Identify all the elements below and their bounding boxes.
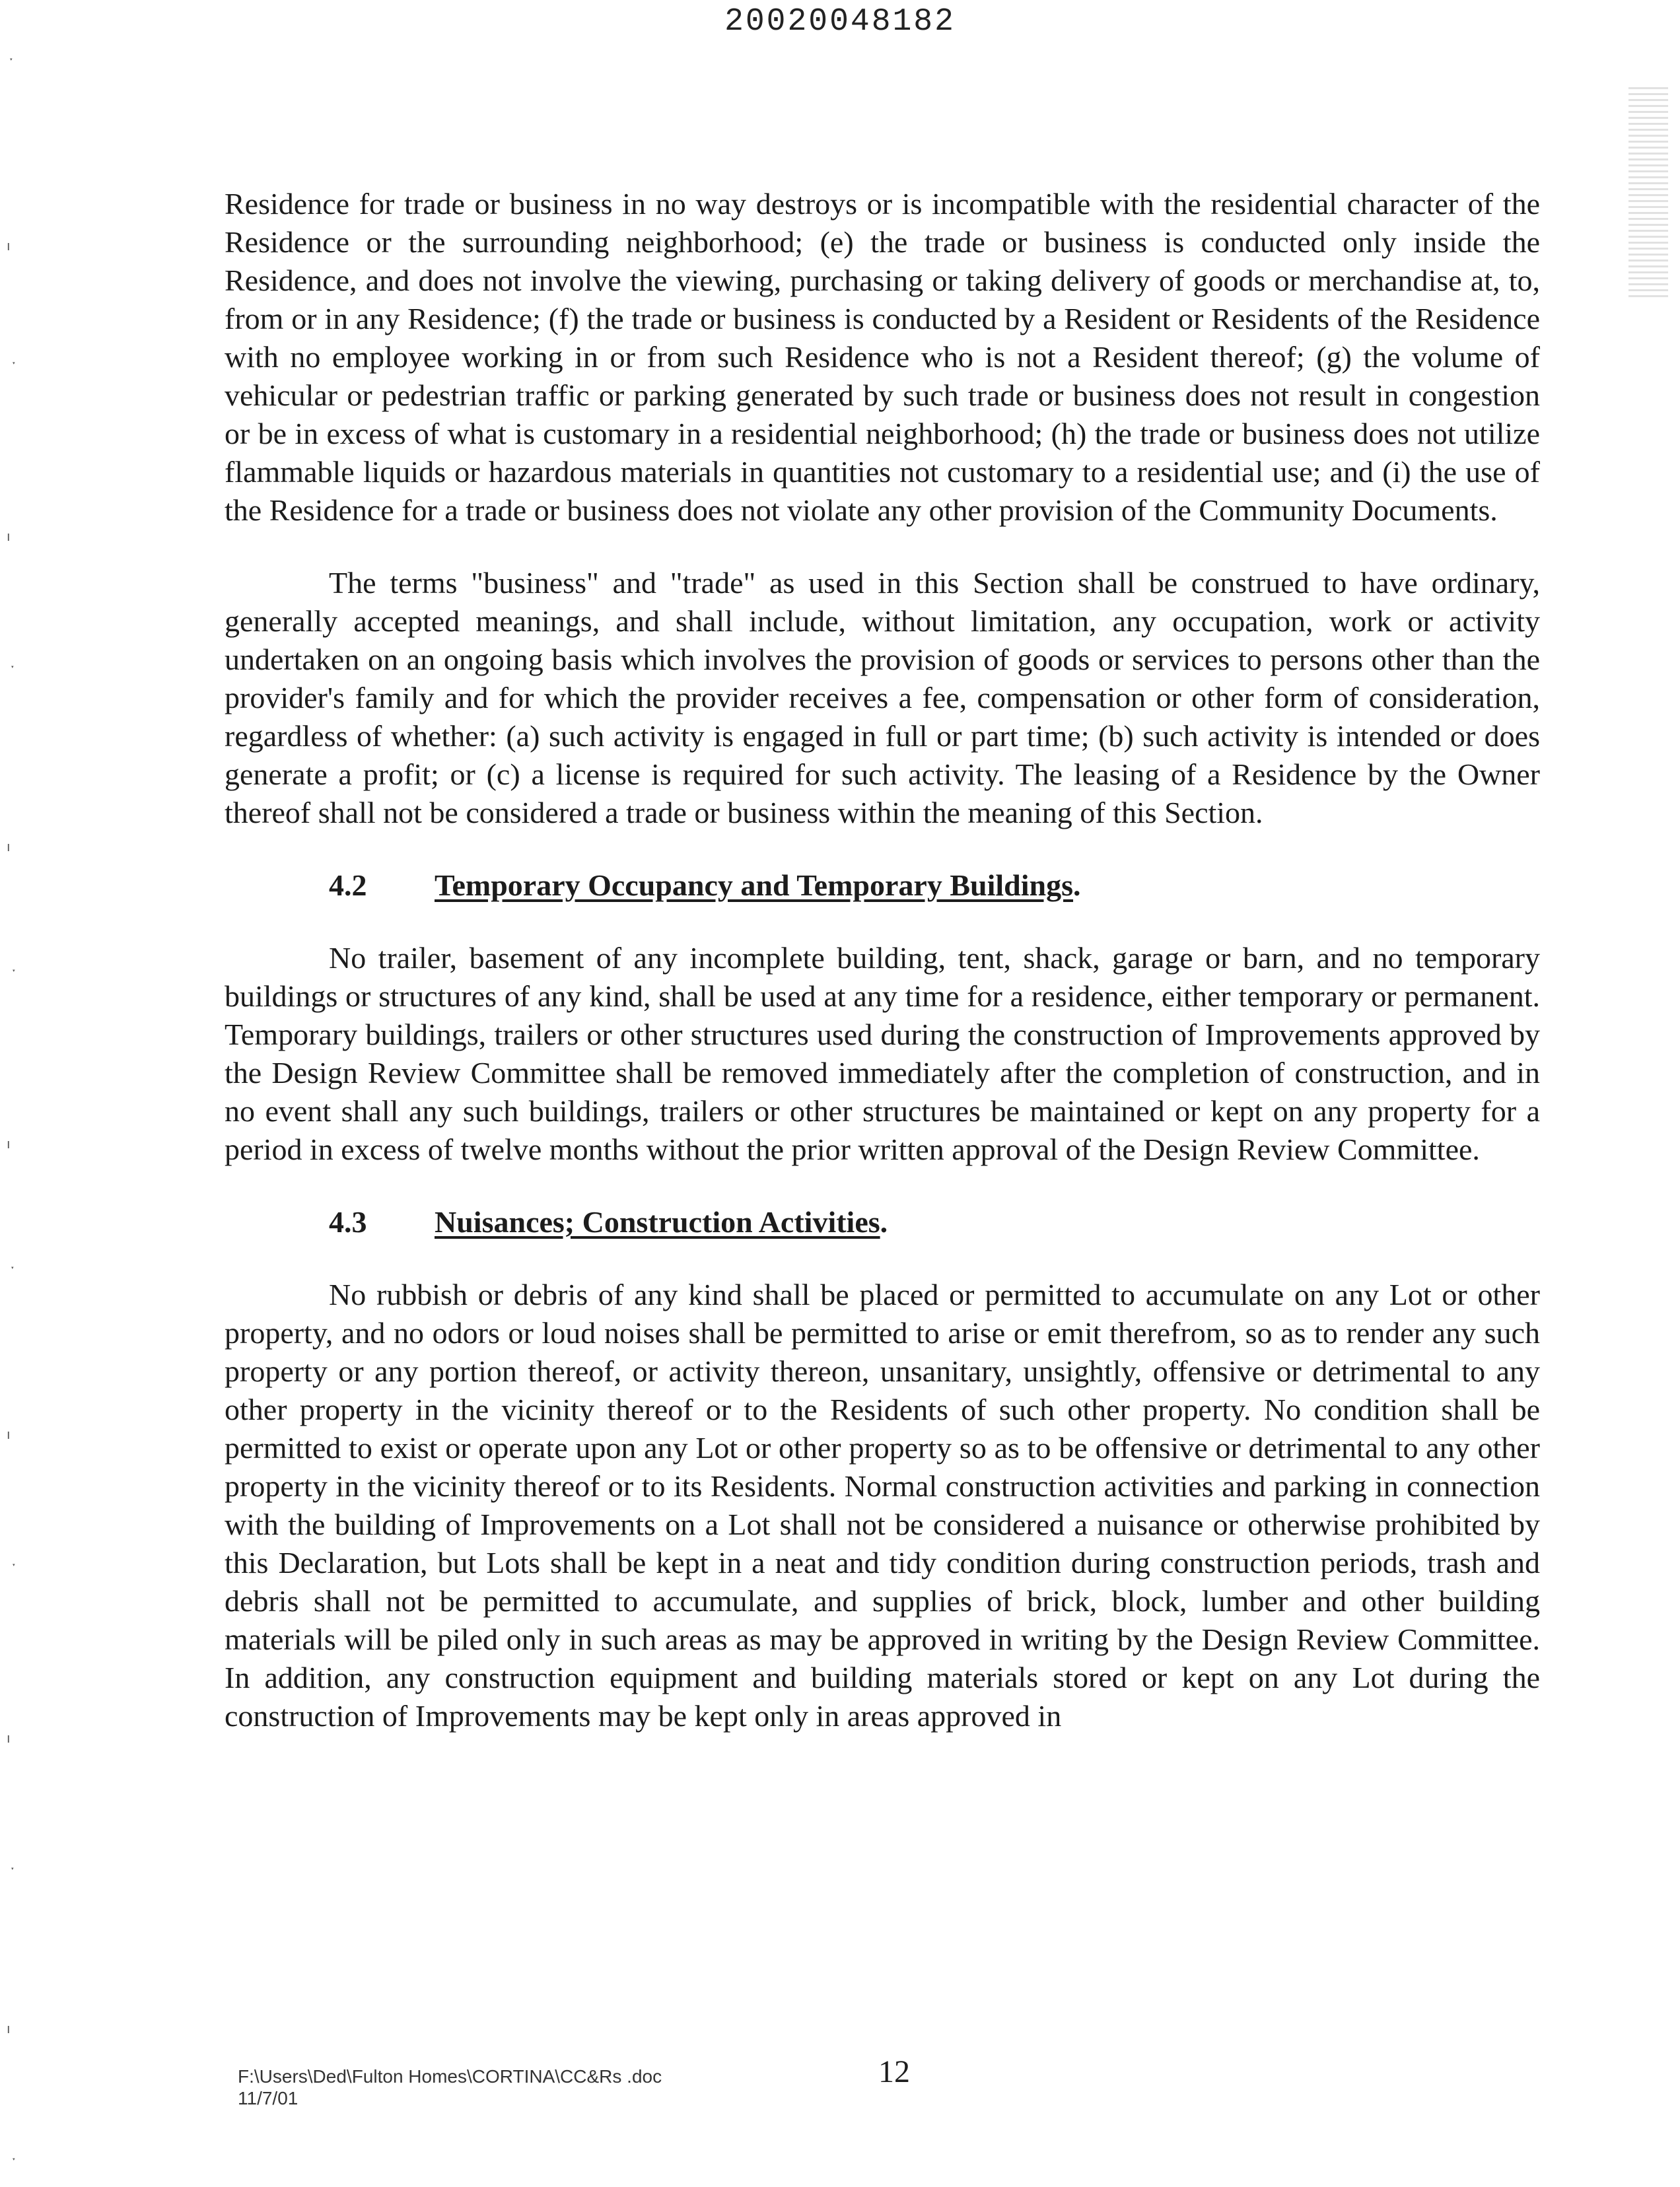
section-title-period: .	[880, 1205, 888, 1239]
section-4-2-text: No trailer, basement of any incomplete building, tent, shack, garage or barn, and no temporary buildings or structures of any kind, shall be used at any time for a residence, either temporary or permanent. Temporary buildings, trailers or other structures used during the construction of Improvements approved by the Design Review Committee shall be removed immediately after the completion of construction, and in no event shall any such buildings, trailers or other structures be maintained or kept on any property for a period in excess of twelve months without the prior written approval of the Design Review Committee.	[225, 941, 1540, 1166]
body-paragraph-definitions: The terms "business" and "trade" as used in this Section shall be construed to have ordinary, generally accepted meanings, and shall include, without limitation, any occupation, work or activity undertaken on an ongoing basis which involves the provision of goods or services to persons other than the provider's family and for which the provider receives a fee, compensation or other form of consideration, regardless of whether: (a) such activity is engaged in full or part time; (b) such activity is intended or does generate a profit; or (c) a license is required for such activity. The leasing of a Residence by the Owner thereof shall not be considered a trade or business within the meaning of this Section.	[225, 566, 1540, 829]
document-body	[225, 185, 1540, 1770]
footer-date: 11/7/01	[238, 2088, 298, 2108]
scan-margin-noise: ˑ ı ˑ ı ˑ ı ˑ ı ˑ ı ˑ ı ˑ ı ˑ	[7, 53, 17, 2169]
scan-stamp-mark	[1628, 86, 1668, 297]
section-number: 4.3	[329, 1205, 367, 1239]
section-4-3-text: No rubbish or debris of any kind shall be placed or permitted to accumulate on any Lot or other property, and no odors or loud noises shall be permitted to arise or emit therefrom, so as to render any such property or any portion thereof, or activity thereon, unsanitary, unsightly, offensive or detrimental to any other property in the vicinity thereof or to the Residents of such other property. No condition shall be permitted to exist or operate upon any Lot or other property so as to be offensive or detrimental to any other property in the vicinity thereof or to its Residents. Normal construction activities and parking in connection with the building of Improvements on a Lot shall not be considered a nuisance or otherwise prohibited by this Declaration, but Lots shall be kept in a neat and tidy condition during construction periods, trash and debris shall not be permitted to accumulate, and supplies of brick, block, lumber and other building materials will be piled only in such areas as may be approved in writing by the Design Review Committee. In addition, any construction equipment and building materials stored or kept on any Lot during the construction of Improvements may be kept only in areas approved in	[225, 1278, 1540, 1733]
page-number: 12	[878, 2054, 910, 2089]
section-heading-4-3	[225, 1203, 1540, 1241]
section-title: Temporary Occupancy and Temporary Buildings	[435, 868, 1074, 902]
section-heading-4-2	[225, 866, 1540, 905]
footer-file-path: F:\Users\Ded\Fulton Homes\CORTINA\CC&Rs .doc	[238, 2066, 662, 2087]
body-paragraph-continuation: Residence for trade or business in no way destroys or is incompatible with the residential character of the Residence or the surrounding neighborhood; (e) the trade or business is conducted only inside the Residence, and does not involve the viewing, purchasing or taking delivery of goods or merchandise at, to, from or in any Residence; (f) the trade or business is conducted by a Resident or Residents of the Residence with no employee working in or from such Residence who is not a Resident thereof; (g) the volume of vehicular or pedestrian traffic or parking generated by such trade or business does not result in congestion or be in excess of what is customary in a residential neighborhood; (h) the trade or business does not utilize flammable liquids or hazardous materials in quantities not customary to a residential use; and (i) the use of the Residence for a trade or business does not violate any other provision of the Community Documents.	[225, 187, 1540, 527]
section-title-period: .	[1073, 868, 1081, 902]
section-title: Nuisances; Construction Activities	[435, 1205, 880, 1239]
section-number: 4.2	[329, 868, 367, 902]
document-number: 20020048182	[724, 4, 956, 40]
